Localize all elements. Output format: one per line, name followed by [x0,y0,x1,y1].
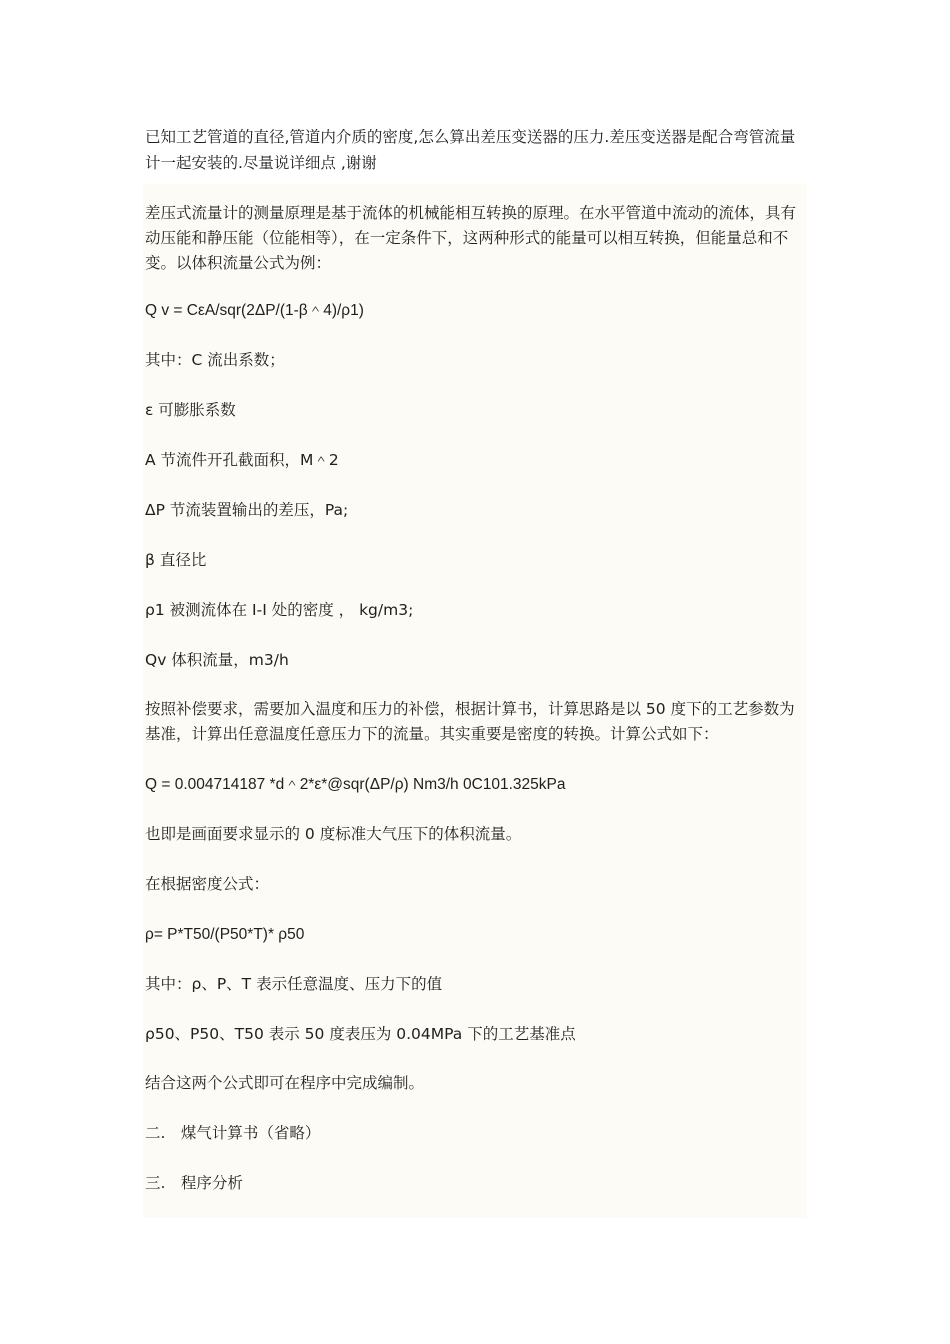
where-rho-line: 其中：ρ、P、T 表示任意温度、压力下的值 [145,975,443,993]
flow-formula: Q = 0.004714187 *d＾2*ε*@sqr(ΔP/ρ) Nm3/h 0C101.325kPa [145,776,566,793]
section-2-heading: 二. 煤气计算书（省略） [145,1124,321,1142]
epsilon-line: ε 可膨胀系数 [145,401,236,419]
density-formula: ρ= P*T50/(P50*T)* ρ50 [145,926,305,943]
answer-box [143,184,807,1218]
density-intro-line: 在根据密度公式： [145,875,270,893]
base-point-line: ρ50、P50、T50 表示 50 度表压为 0.04MPa 下的工艺基准点 [145,1025,576,1043]
area-line: A 节流件开孔截面积，M＾2 [145,451,339,469]
question-text: 已知工艺管道的直径,管道内介质的密度,怎么算出差压变送器的压力.差压变送器是配合弯管流量计一起安装的.尽量说详细点 ,谢谢 [145,128,796,172]
qv-line: Qv 体积流量，m3/h [145,651,289,669]
compensation-paragraph: 按照补偿要求，需要加入温度和压力的补偿，根据计算书，计算思路是以 50 度下的工艺参数为基准，计算出任意温度任意压力下的流量。其实重要是密度的转换。计算公式如下： [145,700,795,743]
meaning-line: 也即是画面要求显示的 0 度标准大气压下的体积流量。 [145,825,522,843]
section-3-heading: 三. 程序分析 [145,1174,243,1192]
beta-line: β 直径比 [145,551,207,569]
combine-line: 结合这两个公式即可在程序中完成编制。 [145,1074,425,1092]
rho1-line: ρ1 被测流体在 I-I 处的密度 ， kg/m3; [145,601,414,619]
volume-flow-formula: Q v = CεA/sqr(2ΔP/(1-β＾4)/ρ1) [145,302,364,319]
delta-p-line: ΔP 节流装置输出的差压，Pa; [145,501,349,519]
where-c-line: 其中：C 流出系数； [145,351,285,369]
intro-paragraph: 差压式流量计的测量原理是基于流体的机械能相互转换的原理。在水平管道中流动的流体，具有动压能和静压能（位能相等），在一定条件下，这两种形式的能量可以相互转换，但能量总和不变。以体积流量公式为例： [145,204,797,272]
